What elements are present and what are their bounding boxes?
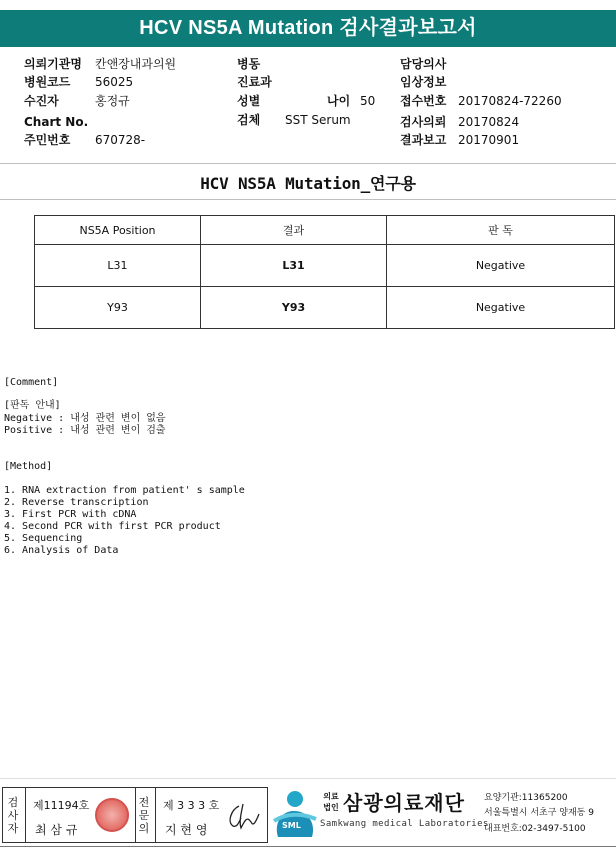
info-label: 병원코드 — [24, 75, 71, 89]
info-label: 접수번호 — [400, 94, 447, 108]
inspector-label: 검 사 자 — [7, 796, 19, 835]
results-table — [34, 215, 615, 329]
column-header: 결과 — [201, 216, 387, 245]
table-header-row — [35, 216, 615, 245]
info-label: 성별 — [237, 94, 261, 108]
age-label: 나이 — [327, 94, 351, 108]
info-label: 결과보고 — [400, 133, 447, 147]
guide-line: Positive : 내성 관련 변이 검출 — [4, 425, 166, 436]
inspector-seal — [95, 798, 129, 832]
divider — [135, 788, 136, 842]
info-column-2 — [237, 55, 387, 135]
specialist-name: 지 현 영 — [165, 823, 208, 837]
org-info-line: 대표번호:02-3497-5100 — [484, 824, 586, 834]
footer — [0, 787, 616, 847]
org-name: 삼광의료재단 — [343, 791, 465, 815]
comment-heading: [Comment] — [4, 377, 59, 388]
sml-logo-text: SML — [282, 821, 301, 830]
guide-line: Negative : 내성 관련 변이 없음 — [4, 413, 166, 424]
info-label: 수진자 — [24, 94, 59, 108]
info-value: SST Serum — [285, 113, 351, 127]
method-step: 6. Analysis of Data — [4, 545, 119, 556]
divider — [0, 163, 616, 164]
result-cell: Y93 — [201, 287, 387, 329]
method-step: 4. Second PCR with first PCR product — [4, 521, 221, 532]
inspector-license: 제11194호 — [33, 799, 90, 812]
signature-icon — [225, 800, 265, 834]
method-step: 5. Sequencing — [4, 533, 83, 544]
org-english-name: Samkwang medical Laboratories — [320, 819, 489, 829]
info-value: 홍정규 — [95, 94, 130, 108]
report-subtitle: HCV NS5A Mutation_연구용 — [200, 174, 416, 193]
org-info-line: 요양기관:11365200 — [484, 793, 568, 803]
info-label: 담당의사 — [400, 57, 447, 71]
age-value: 50 — [360, 94, 376, 108]
info-label: 진료과 — [237, 75, 272, 89]
info-value: 20170824 — [458, 115, 520, 129]
method-step: 2. Reverse transcription — [4, 497, 149, 508]
divider — [25, 788, 26, 842]
column-header: NS5A Position — [35, 216, 201, 245]
info-value: 670728- — [95, 133, 146, 147]
info-value: 56025 — [95, 75, 134, 89]
result-cell: L31 — [201, 245, 387, 287]
org-prefix: 의료법인 — [323, 792, 339, 812]
signature-box — [2, 787, 268, 843]
specialist-license: 제 3 3 3 호 — [163, 799, 220, 812]
info-label: Chart No. — [24, 115, 89, 129]
info-value: 칸앤장내과의원 — [95, 57, 177, 71]
position-cell: Y93 — [35, 287, 201, 329]
info-value: 20170824-72260 — [458, 94, 562, 108]
inspector-name: 최 삼 규 — [35, 823, 78, 837]
divider — [155, 788, 156, 842]
table-row — [35, 245, 615, 287]
reading-cell: Negative — [387, 287, 615, 329]
column-header: 판 독 — [387, 216, 615, 245]
divider — [0, 199, 616, 200]
method-heading: [Method] — [4, 461, 53, 472]
report-title: HCV NS5A Mutation 검사결과보고서 — [0, 10, 616, 47]
info-label: 검체 — [237, 113, 261, 127]
position-cell: L31 — [35, 245, 201, 287]
specialist-label: 전 문 의 — [138, 796, 150, 835]
info-value: 20170901 — [458, 133, 520, 147]
footer-divider — [0, 778, 616, 779]
info-label: 검사의뢰 — [400, 115, 447, 129]
method-step: 1. RNA extraction from patient' s sample — [4, 485, 245, 496]
method-step: 3. First PCR with cDNA — [4, 509, 137, 520]
info-label: 의뢰기관명 — [24, 57, 82, 71]
sml-logo-icon — [272, 789, 318, 841]
info-label: 주민번호 — [24, 133, 71, 147]
info-column-1 — [24, 55, 224, 150]
guide-heading: [판독 안내] — [4, 400, 61, 411]
page-bottom-border — [0, 846, 616, 847]
org-info-line: 서울특별시 서초구 양재동 9 — [484, 808, 594, 818]
info-label: 임상정보 — [400, 75, 447, 89]
info-label: 병동 — [237, 57, 261, 71]
info-column-3 — [400, 55, 615, 150]
reading-cell: Negative — [387, 245, 615, 287]
table-row — [35, 287, 615, 329]
